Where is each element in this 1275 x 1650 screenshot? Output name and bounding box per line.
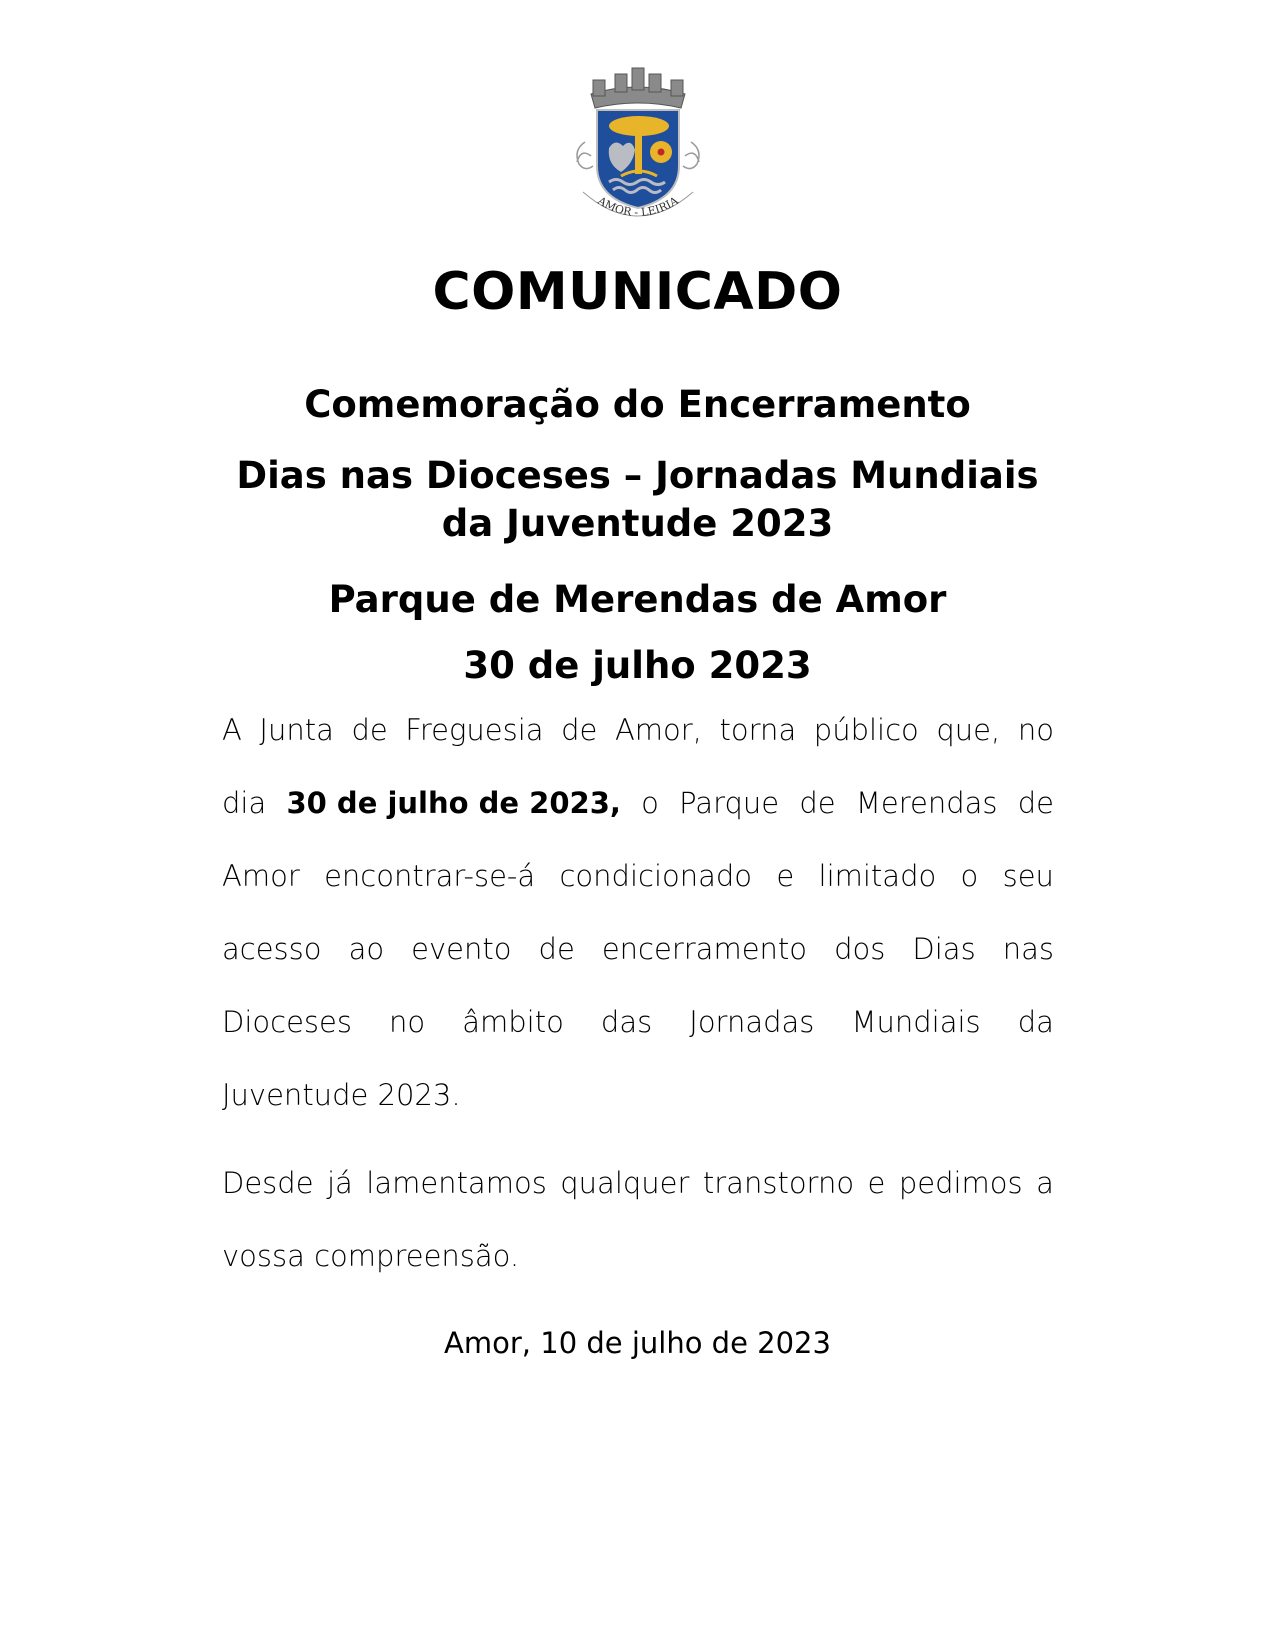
paragraph-1-line-1 [222,712,1054,748]
paragraph-1-line-3 [222,858,1054,894]
subtitle-line-1: Comemoração do Encerramento [304,383,971,426]
word: transtorno [702,1166,855,1200]
word: o [960,859,979,893]
word: já [326,1166,353,1200]
word: lamentamos [366,1166,547,1200]
word: nas [1002,932,1054,966]
word: âmbito [462,1005,564,1039]
word: Parque [679,786,780,820]
word: qualquer [560,1166,690,1200]
word: Amor [222,859,300,893]
word: pedimos [898,1166,1023,1200]
word: encontrar-se-á [324,859,536,893]
word: limitado [818,859,937,893]
word: Freguesia [405,713,544,747]
word: a [1036,1166,1054,1200]
word: de [351,713,388,747]
word: e [776,859,795,893]
subtitle-line-2a: Dias nas Dioceses – Jornadas Mundiais [236,454,1039,497]
subtitle-line-2b: da Juventude 2023 [441,502,834,545]
word: condicionado [559,859,753,893]
word: dos [834,932,886,966]
word: dia [222,786,267,820]
word: ao [348,932,385,966]
paragraph-1-line-5 [222,1004,1054,1040]
coat-of-arms-icon [563,62,713,222]
word: de [799,786,836,820]
word: Mundiais [851,1005,981,1039]
word: acesso [222,932,322,966]
svg-text:AMOR - LEIRIA: AMOR - LEIRIA [595,194,681,220]
word: Merendas [855,786,998,820]
word: evento [411,932,512,966]
word: da [1017,1005,1054,1039]
word: público [813,713,919,747]
word: e [867,1166,886,1200]
paragraph-2-line-1 [222,1165,1054,1201]
word: de [538,932,575,966]
word: no [1017,713,1054,747]
place-and-date: Amor, 10 de julho de 2023 [444,1326,831,1360]
word: Amor, [614,713,702,747]
subtitle-line-3: Parque de Merendas de Amor [328,578,947,621]
paragraph-1-line-2 [222,785,1054,821]
word: que, [936,713,1001,747]
word: no [389,1005,426,1039]
word: de [1017,786,1054,820]
word: Jornadas [689,1005,815,1039]
word: o [641,786,659,820]
event-date-bold: 30 de julho de 2023, [286,786,621,820]
word: torna [719,713,797,747]
subtitle-line-2 [0,452,1275,548]
paragraph-2-line-2 [222,1238,1054,1274]
word: Dias [912,932,976,966]
word: seu [1002,859,1054,893]
document-title: COMUNICADO [432,262,843,322]
word: Dioceses [222,1005,352,1039]
mural-crown-icon [591,68,685,108]
line-text: Juventude 2023. [222,1078,461,1112]
word: das [600,1005,653,1039]
paragraph-1-line-6 [222,1077,1054,1113]
word: Junta [259,713,334,747]
word: encerramento [601,932,808,966]
line-text: vossa compreensão. [222,1239,520,1273]
word: de [561,713,598,747]
subtitle-line-4: 30 de julho 2023 [463,644,812,687]
word: Desde [222,1166,314,1200]
word: A [222,713,242,747]
paragraph-1-line-4 [222,931,1054,967]
